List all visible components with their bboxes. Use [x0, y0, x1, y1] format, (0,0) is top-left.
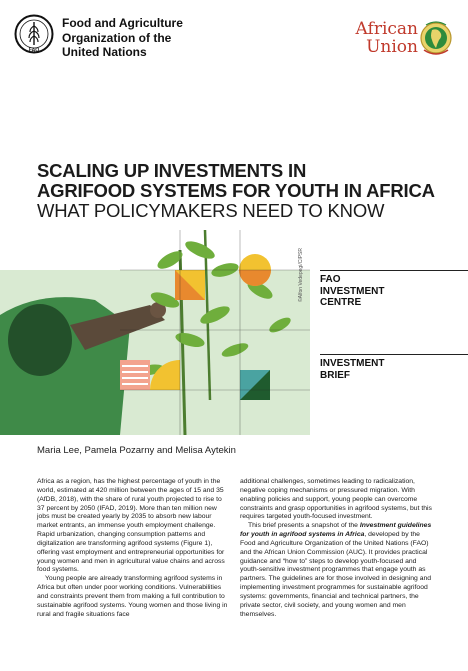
fao-investment-centre-label: FAO INVESTMENT CENTRE [320, 274, 385, 308]
document-subtitle: WHAT POLICYMAKERS NEED TO KNOW [37, 200, 385, 221]
body-column-left [37, 478, 230, 620]
cover-banner [0, 230, 468, 435]
document-title-block [37, 161, 437, 221]
fao-organization-name: Food and Agriculture Organization of the United Nations [62, 16, 183, 59]
body-paragraph: additional challenges, sometimes leading to radicalization, negative coping mechanisms or pressured migration. With enabling policies and support, young people can overcome constraints and grasp opportunities in agrifood systems, but this requires targeted youth-focused investment. [240, 478, 432, 521]
body-column-right [240, 478, 433, 620]
brief-type-labels [320, 270, 468, 430]
authors: Maria Lee, Pamela Pozarny and Melisa Aytekin [37, 445, 236, 456]
african-union-wordmark: African Union [355, 19, 418, 57]
body-paragraph: This brief presents a snapshot of the Investment guidelines for youth in agrifood systems in Africa, developed by the Food and Agriculture Organization of the United Nations (FAO) and the African Union Commission (AUC). It provides practical guidance and “how to” steps to develop youth-focused and youth-sensitive investment programmes that engage youth as partners. The guidelines are for those involved in designing and implementing investment programmes for sustainable agrifood systems: governments, financial and technical partners, the private sector, civil society, and young women and men themselves. [240, 522, 432, 618]
body-paragraph: Young people are already transforming agrifood systems in Africa but often under poor working conditions. Vulnerabilities and constraints prevent them from making a full contribution to sustainable agrifood systems. Young women and those living in rural and fragile situations face [37, 575, 228, 618]
african-union-logo [344, 16, 454, 66]
divider [320, 270, 468, 271]
guidelines-title-link: Investment guidelines for youth in agrifood systems in Africa [240, 522, 432, 539]
svg-text:FAO: FAO [28, 47, 40, 54]
header [14, 14, 454, 64]
document-title-line-1: SCALING UP INVESTMENTS IN [37, 160, 307, 181]
investment-brief-label: INVESTMENT BRIEF [320, 358, 385, 381]
document-title-line-2: AGRIFOOD SYSTEMS FOR YOUTH IN AFRICA [37, 180, 435, 201]
body-paragraph: Africa as a region, has the highest percentage of youth in the world, estimated at 420 million between the ages of 15 and 35 (AfDB, 2018), with the share of rural youth projected to rise to 37 percent by 2050 (IFAD, 2019). More than ten million new jobs must be created yearly by 2035 to absorb new labour market entrants, an immense youth employment challenge. Rapid urbanization, changing consumption patterns and digitalization are transforming agrifood systems (Figure 1), offering vast employment and entrepreneurial opportunities for young women and men in agricultural value chains and across food systems. [37, 478, 225, 574]
divider [320, 354, 468, 355]
fao-logo-icon [14, 14, 54, 54]
african-union-emblem-icon [418, 18, 454, 60]
photo-credit: ©Alfon Vedepegi/CIPSR [298, 248, 304, 302]
cover-photo-collage [0, 230, 310, 435]
